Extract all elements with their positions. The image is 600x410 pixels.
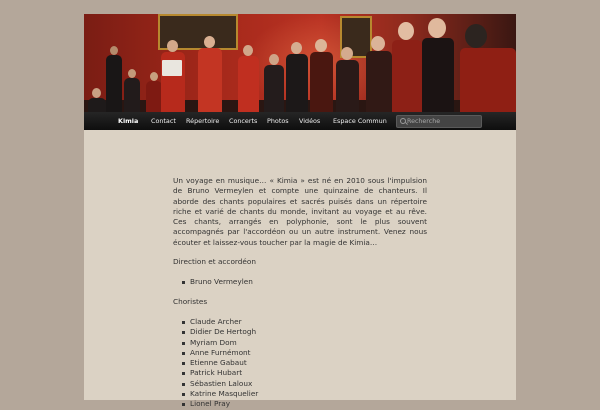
list-item: Patrick Hubart: [190, 368, 427, 378]
direction-list: [173, 277, 427, 287]
nav-item-kimia[interactable]: Kimia: [118, 117, 139, 125]
nav-item-repertoire[interactable]: Répertoire: [186, 117, 220, 125]
nav-item-photos[interactable]: Photos: [267, 117, 289, 125]
list-item: Claude Archer: [190, 317, 427, 327]
intro-paragraph: Un voyage en musique… « Kimia » est né en 2010 sous l'impulsion de Bruno Vermeylen et compte une quinzaine de chanteurs. Il aborde des chants populaires et sacrés puisés dans un répertoire riche et varié de chants du monde, invitant au voyage et au rêve. Ces chants, arrangés en polyphonie, sont le plus souvent accompagnés par l'accordéon ou un autre instrument. Venez nous écouter et laissez-vous toucher par la magie de Kimia…: [173, 176, 427, 247]
list-item: Etienne Gabaut: [190, 358, 427, 368]
list-item: Myriam Dom: [190, 338, 427, 348]
list-item: Sébastien Laloux: [190, 379, 427, 389]
nav-item-contact[interactable]: Contact: [151, 117, 176, 125]
search-box[interactable]: [396, 115, 482, 128]
page-container: [84, 14, 516, 409]
nav-item-videos[interactable]: Vidéos: [299, 117, 321, 125]
choristes-heading: Choristes: [173, 296, 208, 306]
main-navigation: [84, 112, 516, 130]
list-item: Katrine Masquelier: [190, 389, 427, 399]
list-item: Bruno Vermeylen: [190, 277, 427, 287]
choristes-list: [173, 317, 427, 410]
nav-item-concerts[interactable]: Concerts: [229, 117, 258, 125]
nav-item-espace-commun[interactable]: Espace Commun: [333, 117, 387, 125]
search-icon: [400, 118, 406, 124]
search-input[interactable]: [407, 116, 479, 127]
direction-heading: Direction et accordéon: [173, 257, 256, 267]
main-content: [173, 176, 427, 410]
header-banner-image: [84, 14, 516, 112]
list-item: Anne Furnémont: [190, 348, 427, 358]
list-item: Didier De Hertogh: [190, 327, 427, 337]
list-item: Lionel Pray: [190, 399, 427, 409]
